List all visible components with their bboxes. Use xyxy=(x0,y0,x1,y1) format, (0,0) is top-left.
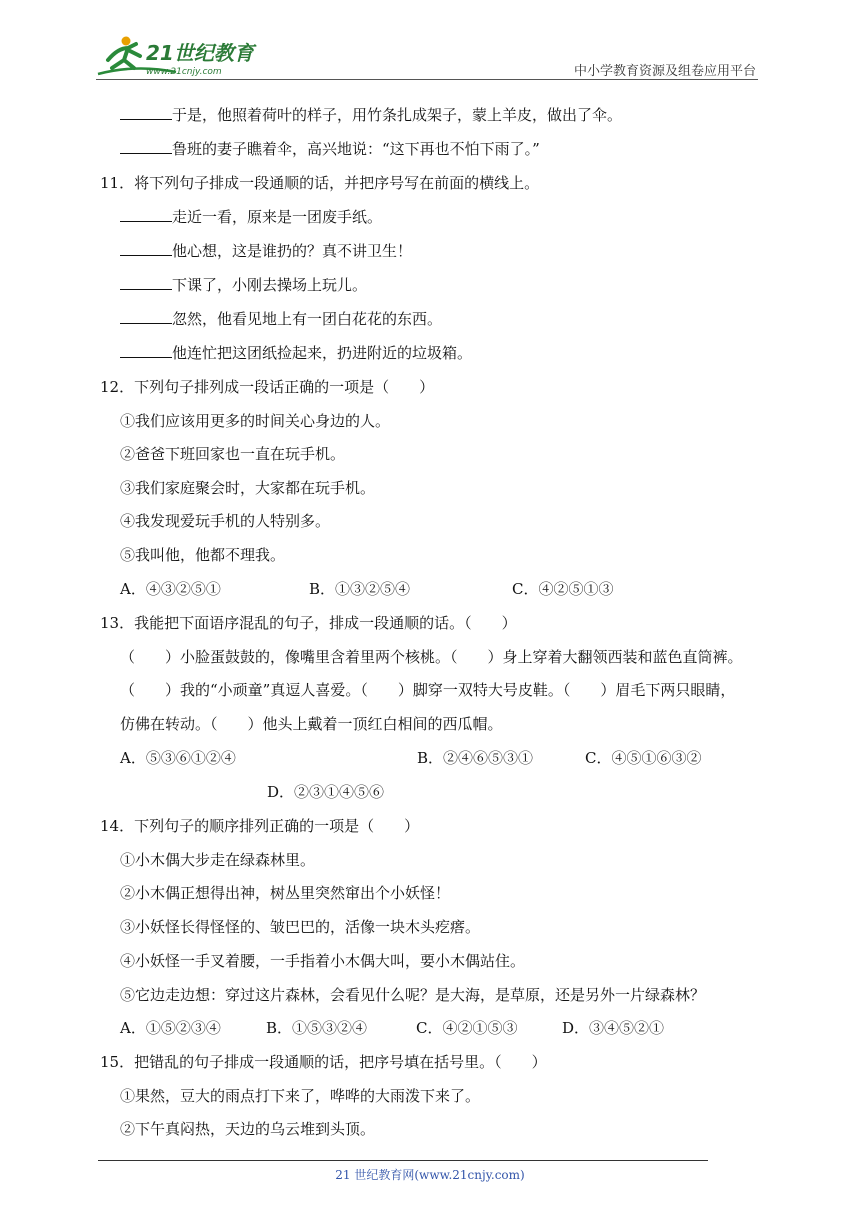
sentence-item: ⑤我叫他，他都不理我。 xyxy=(120,546,286,564)
sentence-item: ②下午真闷热，天边的乌云堆到头顶。 xyxy=(120,1120,376,1138)
answer-blank[interactable] xyxy=(120,343,172,358)
question-line: 下课了，小刚去操场上玩儿。 xyxy=(120,275,367,295)
question-line: 他连忙把这团纸捡起来，扔进附近的垃圾箱。 xyxy=(120,343,472,363)
option-c[interactable]: C．④②①⑤③ xyxy=(416,1019,518,1037)
page-footer: 21 世纪教育网(www.21cnjy.com) xyxy=(335,1168,525,1182)
sentence-item: ⑤它边走边想：穿过这片森林，会看见什么呢？是大海，是草原，还是另外一片绿森林？ xyxy=(120,986,706,1004)
sentence-item: ②小木偶正想得出神，树丛里突然窜出个小妖怪！ xyxy=(120,884,451,902)
question-12-stem: 12．下列句子排列成一段话正确的一项是（ ） xyxy=(100,378,435,396)
answer-blank[interactable] xyxy=(120,105,172,120)
question-line: 于是，他照着荷叶的样子，用竹条扎成架子，蒙上羊皮，做出了伞。 xyxy=(120,105,622,125)
svg-text:www.21cnjy.com: www.21cnjy.com xyxy=(146,67,222,77)
question-line: （ ）我的“小顽童”真逗人喜爱。（ ）脚穿一双特大号皮鞋。（ ）眉毛下两只眼睛， xyxy=(120,681,736,699)
option-c[interactable]: C．④⑤①⑥③② xyxy=(585,749,702,767)
sentence-item: ③小妖怪长得怪怪的、皱巴巴的，活像一块木头疙瘩。 xyxy=(120,918,481,936)
question-15-stem: 15．把错乱的句子排成一段通顺的话，把序号填在括号里。（ ） xyxy=(100,1053,547,1071)
sentence-item: ①我们应该用更多的时间关心身边的人。 xyxy=(120,412,391,430)
answer-blank[interactable] xyxy=(120,309,172,324)
header-divider xyxy=(96,79,758,80)
sentence-item: ①果然，豆大的雨点打下来了，哗哗的大雨泼下来了。 xyxy=(120,1087,481,1105)
question-line: 走近一看，原来是一团废手纸。 xyxy=(120,207,382,227)
question-line: 仿佛在转动。（ ）他头上戴着一顶红白相间的西瓜帽。 xyxy=(120,715,503,733)
question-line: 忽然，他看见地上有一团白花花的东西。 xyxy=(120,309,442,329)
footer-divider xyxy=(98,1160,708,1161)
svg-text:21世纪教育: 21世纪教育 xyxy=(146,41,254,65)
sentence-item: ③我们家庭聚会时，大家都在玩手机。 xyxy=(120,479,376,497)
option-b[interactable]: B．②④⑥⑤③① xyxy=(417,749,534,767)
question-14-stem: 14．下列句子的顺序排列正确的一项是（ ） xyxy=(100,817,420,835)
option-a[interactable]: A．①⑤②③④ xyxy=(120,1019,221,1037)
sentence-item: ④小妖怪一手叉着腰，一手指着小木偶大叫，要小木偶站住。 xyxy=(120,952,526,970)
question-line: 他心想，这是谁扔的？真不讲卫生！ xyxy=(120,241,412,261)
option-b[interactable]: B．①⑤③②④ xyxy=(266,1019,368,1037)
question-line: 鲁班的妻子瞧着伞，高兴地说：“这下再也不怕下雨了。” xyxy=(120,139,540,159)
sentence-item: ④我发现爱玩手机的人特别多。 xyxy=(120,512,331,530)
question-line: （ ）小脸蛋鼓鼓的，像嘴里含着里两个核桃。（ ）身上穿着大翻领西装和蓝色直筒裤。 xyxy=(120,648,743,666)
option-c[interactable]: C．④②⑤①③ xyxy=(512,580,614,598)
answer-blank[interactable] xyxy=(120,139,172,154)
sentence-item: ①小木偶大步走在绿森林里。 xyxy=(120,851,316,869)
option-a[interactable]: A．④③②⑤① xyxy=(120,580,221,598)
platform-name: 中小学教育资源及组卷应用平台 xyxy=(573,64,756,79)
question-11-stem: 11．将下列句子排成一段通顺的话，并把序号写在前面的横线上。 xyxy=(100,174,540,192)
21cnjy-logo xyxy=(96,34,266,78)
sentence-item: ②爸爸下班回家也一直在玩手机。 xyxy=(120,445,346,463)
page-header xyxy=(96,30,758,82)
option-d[interactable]: D．③④⑤②① xyxy=(562,1019,665,1037)
option-b[interactable]: B．①③②⑤④ xyxy=(309,580,411,598)
answer-blank[interactable] xyxy=(120,275,172,290)
answer-blank[interactable] xyxy=(120,207,172,222)
option-d[interactable]: D．②③①④⑤⑥ xyxy=(267,783,385,801)
answer-blank[interactable] xyxy=(120,241,172,256)
question-13-stem: 13．我能把下面语序混乱的句子，排成一段通顺的话。（ ） xyxy=(100,614,517,632)
option-a[interactable]: A．⑤③⑥①②④ xyxy=(120,749,236,767)
